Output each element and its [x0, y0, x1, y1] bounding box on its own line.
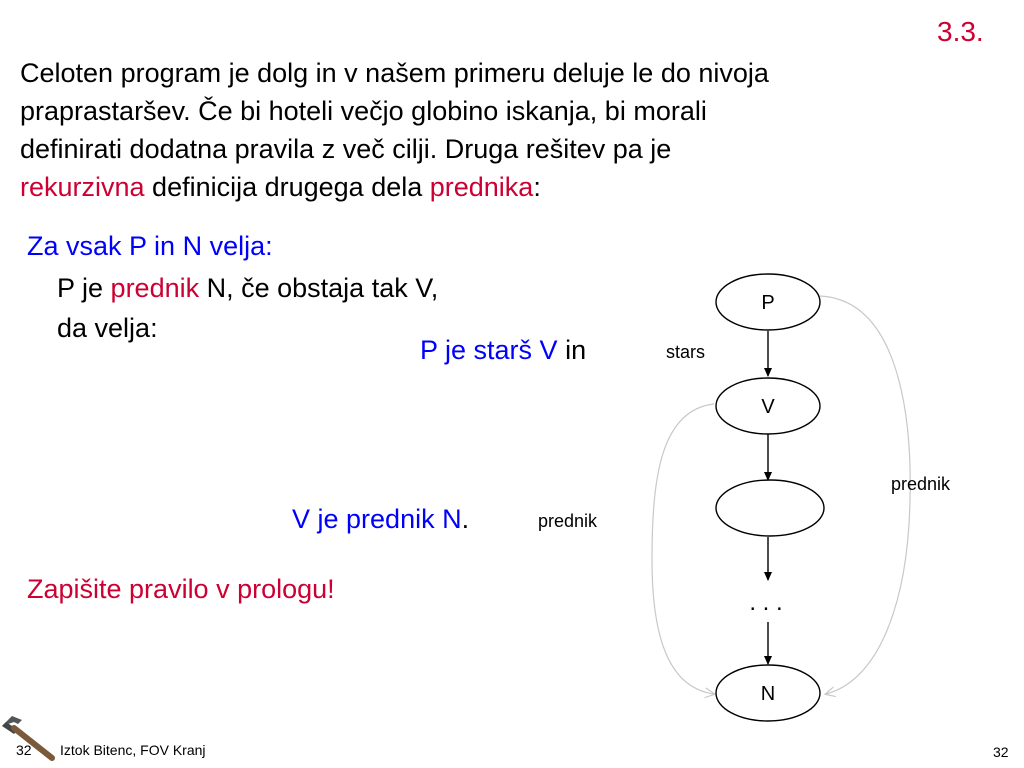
condition-parent-blue: P je starš V: [420, 335, 558, 365]
footer-author: Iztok Bitenc, FOV Kranj: [60, 742, 206, 758]
intro-line-1: Celoten program je dolg in v našem primeru deluje le do nivoja: [20, 58, 769, 88]
node-v: [716, 378, 820, 434]
node-n: [716, 665, 820, 721]
diagram-ellipsis: . . .: [749, 589, 783, 616]
intro-line-3: definirati dodatna pravila z več cilji. Druga rešitev pa je: [20, 134, 672, 164]
intro-line-4-mid: definicija drugega dela: [144, 172, 430, 202]
term-prednika: prednika: [429, 172, 534, 202]
rule-line-2: da velja:: [57, 313, 158, 343]
node-p: [716, 274, 820, 330]
curve-v-to-n: [652, 404, 714, 694]
hammer-icon: [0, 712, 64, 768]
intro-line-4-end: :: [533, 172, 541, 202]
footer-slide-number-right: 32: [993, 744, 1009, 760]
rule-heading: Za vsak P in N velja:: [27, 231, 273, 261]
node-intermediate: [716, 480, 824, 536]
rule-line-1-b: N, če obstaja tak V,: [199, 273, 439, 303]
edge-label-prednik: prednik: [891, 474, 951, 494]
intro-line-2: praprastaršev. Če bi hoteli večjo globino iskanja, bi morali: [20, 96, 707, 126]
condition-ancestor-blue: V je prednik N: [292, 504, 462, 534]
term-prednik: prednik: [110, 273, 200, 303]
term-rekurzivna: rekurzivna: [20, 172, 145, 202]
footer-slide-number-left: 32: [16, 742, 32, 758]
exercise-prompt: Zapišite pravilo v prologu!: [27, 574, 335, 604]
node-p-label: P: [761, 292, 775, 314]
edge-label-stars: stars: [666, 342, 706, 362]
condition-ancestor-rest: .: [461, 504, 470, 534]
rule-line-1-a: P je: [57, 273, 111, 303]
section-number: 3.3.: [937, 16, 984, 47]
node-n-label: N: [760, 683, 776, 705]
curve-p-to-n: [820, 296, 910, 694]
condition-ancestor-label: prednik: [538, 511, 598, 531]
condition-parent-rest: in: [557, 335, 587, 365]
node-v-label: V: [761, 396, 775, 418]
